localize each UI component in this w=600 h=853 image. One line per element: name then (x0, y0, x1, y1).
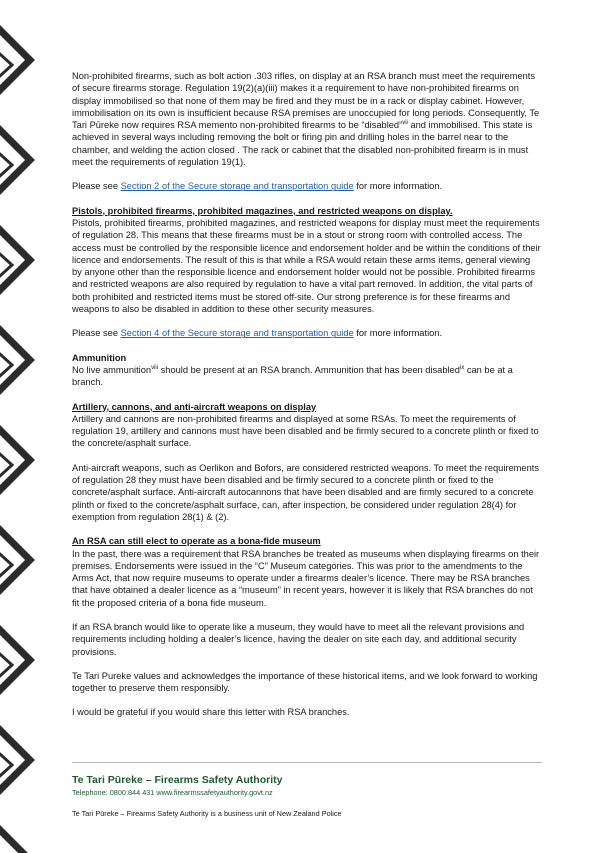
endnote-ref: viii (151, 364, 159, 371)
paragraph-see-section-2 (72, 180, 542, 192)
paragraph-values: Te Tari Pureke values and acknowledges the importance of these historical items, and we look forward to working together to preserve them responsibly. (72, 670, 538, 694)
page-footer (72, 762, 542, 819)
heading-pistols: Pistols, prohibited firearms, prohibited magazines, and restricted weapons on display. (72, 205, 453, 216)
text: for more information. (353, 328, 443, 339)
text: should be present at an RSA branch. Ammunition that has been disabled (158, 364, 460, 375)
paragraph-museum: In the past, there was a requirement that RSA branches be treated as museums when displaying firearms on their premises. Endorsements were issued in the “C” Museum categories. This was prior to the amendments to the Arms Act, that now require museums to operate under a firearms dealer’s licence. There may be RSA branches that have obtained a dealer licence as a “museum” in recent years, however it is likely that RSA branches do not fit the proposed criteria of a bona fide museum. (72, 548, 540, 608)
text: Non-prohibited firearms, such as bolt action .303 rifles, on display at an RSA branch must meet the requirements of secure firearms storage. Regulation 19(2)(a)(iii) makes it a requirement to have non-prohibited firearms on display immobilised so that none of them may be fired and they must be in a rack or display cabinet. However, immobilisation on its own is insufficient because RSA premises are unoccupied for long periods. Consequently, Te Tari Pūreke now requires RSA memento non-prohibited firearms to be “disabled” (72, 71, 540, 131)
paragraph-share: I would be grateful if you would share this letter with RSA branches. (72, 707, 350, 718)
text: Please see (72, 328, 121, 339)
paragraph-artillery: Artillery and cannons are non-prohibited firearms and displayed at some RSAs. To meet the requirements of regulation 19, artillery and cannons must have been disabled and be firmly secured to a concrete plinth or fixed to the concrete/asphalt surface. (72, 413, 539, 449)
section-4-guide-link[interactable]: Section 4 of the Secure storage and transportation guide (120, 328, 354, 339)
paragraph-see-section-4 (72, 327, 542, 339)
endnote-ref: ix (459, 364, 465, 371)
text: Please see (72, 181, 121, 192)
endnote-ref: vii (402, 120, 408, 127)
decorative-border-pattern (0, 0, 40, 853)
text: for more information. (353, 181, 443, 192)
paragraph-non-prohibited-firearms (72, 70, 542, 168)
paragraph-ammunition (72, 364, 542, 389)
text: No live ammunition (72, 364, 152, 375)
footer-divider (72, 762, 542, 763)
letter-body (72, 70, 542, 731)
text: can be at a branch. (72, 364, 513, 388)
heading-museum: An RSA can still elect to operate as a bona-fide museum (72, 536, 321, 547)
heading-ammunition: Ammunition (72, 352, 127, 363)
footer-contact: Telephone: 0800 844 431 www.firearmssafetyauthority.govt.nz (72, 788, 273, 797)
text: and immobilised. This state is achieved in several ways including removing the bolt or firing pin and drilling holes in the barrel near to the chamber, and welding the action closed . The rack or cabinet that the disabled non-prohibited firearm is in must meet the requirements of regulation 19(1). (72, 120, 533, 168)
heading-artillery: Artillery, cannons, and anti-aircraft weapons on display (72, 401, 317, 412)
section-2-guide-link[interactable]: Section 2 of the Secure storage and transportation guide (120, 181, 354, 192)
footer-unit-note: Te Tari Pūreke – Firearms Safety Authority is a business unit of New Zealand Police (72, 809, 342, 818)
paragraph-anti-aircraft: Anti-aircraft weapons, such as Oerlikon and Bofors, are considered restricted weapons. To meet the requirements of regulation 28 they must have been disabled and be firmly secured to a concrete plinth or fixed to the concrete/asphalt surface. Anti-aircraft autocannons that have been disabled and are firmly secured to a concrete plinth or fixed to the concrete/asphalt surface, can, after inspection, be considered under regulation 28(4) for exemption from regulation 28(1) & (2). (72, 462, 539, 522)
footer-org-name: Te Tari Pūreke – Firearms Safety Authority (72, 774, 283, 786)
paragraph-pistols: Pistols, prohibited firearms, prohibited magazines, and restricted weapons for display must meet the requirements of regulation 28. This means that these firearms must be in a stout or strong room with controlled access. The access must be controlled by the responsible licence and endorsement holder and be within the conditions of their licence and endorsements. The result of this is that while a RSA would retain these arms items, general viewing by anyone other than the responsible licence and endorsement holder would not be possible. Prohibited firearms and restricted weapons are also required by regulation to have a vital part removed. In addition, the vital parts of both prohibited and restricted items must be stored off-site. Our strong preference is for these firearms and weapons to also be disabled in addition to these other security measures. (72, 217, 541, 315)
paragraph-operate-like-museum: If an RSA branch would like to operate like a museum, they would have to meet all the relevant provisions and requirements including holding a dealer’s licence, having the dealer on site each day, and additional security provisions. (72, 621, 525, 657)
